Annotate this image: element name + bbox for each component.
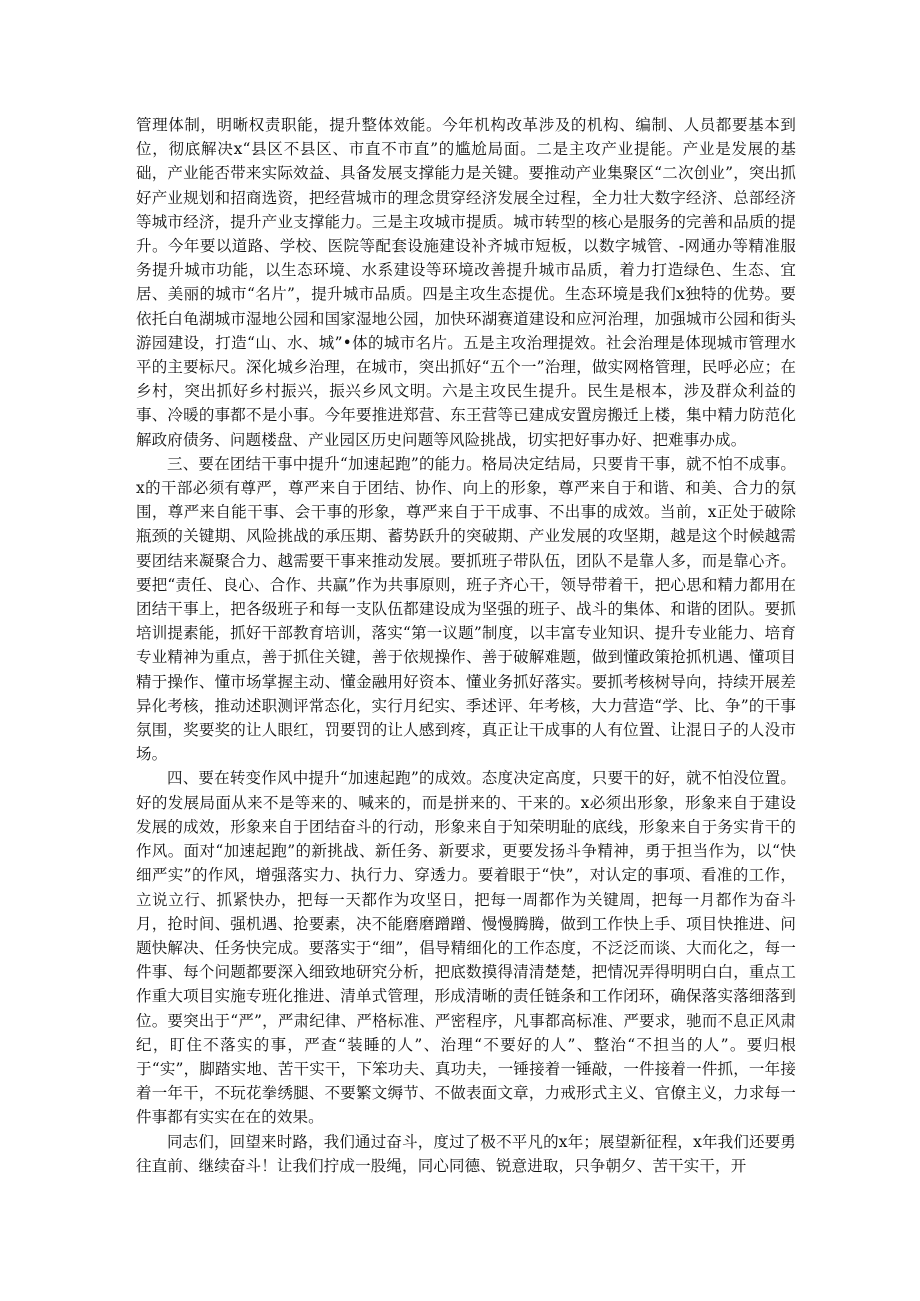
paragraph-section-four: 四、要在转变作风中提升“加速起跑”的成效。态度决定高度，只要干的好，就不怕没位置。好的发展局面从来不是等来的、喊来的，而是拼来的、干来的。x必须出形象，形象来自于建设发展的成效，形象来自于团结奋斗的行动，形象来自于知荣明耻的底线，形象来自于务实肯干的作风。面对“加速起跑”的新挑战、新任务、新要求，更要发扬斗争精神，勇于担当作为，以“快细严实”的作风，增强落实力、执行力、穿透力。要着眼于“快”，对认定的事项、看准的工作，立说立行、抓紧快办，把每一天都作为攻坚日，把每一周都作为关键周，把每一月都作为奋斗月，抢时间、强机遇、抢要素，决不能磨磨蹭蹭、慢慢腾腾，做到工作快上手、项目快推进、问题快解决、任务快完成。要落实于“细”，倡导精细化的工作态度，不泛泛而谈、大而化之，每一件事、每个问题都要深入细致地研究分析，把底数摸得清清楚楚，把情况弄得明明白白，重点工作重大项目实施专班化推进、清单式管理，形成清晰的责任链条和工作闭环，确保落实落细落到位。要突出于“严”，严肃纪律、严格标准、严密程序，凡事都高标准、严要求，驰而不息正风肃纪，盯住不落实的事，严查“装睡的人”、治理“不要好的人”、整治“不担当的人”。要归根于“实”，脚踏实地、苦干实干，下笨功夫、真功夫，一锤接着一锤敲，一件接着一件抓，一年接着一年干，不玩花拳绣腿、不要繁文缛节、不做表面文章，力戒形式主义、官僚主义，力求每一件事都有实实在在的效果。 [136,769,796,1127]
document-body [136,113,796,1178]
paragraph-continuation: 管理体制，明晰权责职能，提升整体效能。今年机构改革涉及的机构、编制、人员都要基本到位，彻底解决x“县区不县区、市直不市直”的尴尬局面。二是主攻产业提能。产业是发展的基础，产业能否带来实际效益、具备发展支撑能力是关键。要推动产业集聚区“二次创业”，突出抓好产业规划和招商选资，把经营城市的理念贯穿经济发展全过程，全力壮大数字经济、总部经济等城市经济，提升产业支撑能力。三是主攻城市提质。城市转型的核心是服务的完善和品质的提升。今年要以道路、学校、医院等配套设施建设补齐城市短板，以数字城管、-网通办等精准服务提升城市功能，以生态环境、水系建设等环境改善提升城市品质，着力打造绿色、生态、宜居、美丽的城市“名片”，提升城市品质。四是主攻生态提优。生态环境是我们x独特的优势。要依托白龟湖城市湿地公园和国家湿地公园，加快环湖赛道建设和应河治理，加强城市公园和街头游园建设，打造“山、水、城”•体的城市名片。五是主攻治理提效。社会治理是体现城市管理水平的主要标尺。深化城乡治理，在城市，突出抓好“五个一”治理，做实网格管理，民呼必应；在乡村，突出抓好乡村振兴，振兴乡风文明。六是主攻民生提升。民生是根本，涉及群众利益的事、冷暖的事都不是小事。今年要推进郑营、东王营等已建成安置房搬迁上楼，集中精力防范化解政府债务、问题楼盘、产业园区历史问题等风险挑战，切实把好事办好、把难事办成。 [136,116,796,449]
paragraph-section-three: 三、要在团结干事中提升“加速起跑”的能力。格局决定结局，只要肯干事，就不怕不成事。x的干部必须有尊严，尊严来自于团结、协作、向上的形象，尊严来自于和谐、和美、合力的氛围，尊严来自能干事、会干事的形象，尊严来自于干成事、不出事的成效。当前，x正处于破除瓶颈的关键期、风险挑战的承压期、蓄势跃升的突破期、产业发展的攻坚期，越是这个时候越需要团结来凝聚合力、越需要干事来推动发展。要抓班子带队伍，团队不是靠人多，而是靠心齐。要把“责任、良心、合作、共赢”作为共事原则，班子齐心干，领导带着干，把心思和精力都用在团结干事上，把各级班子和每一支队伍都建设成为坚强的班子、战斗的集体、和谐的团队。要抓培训提素能，抓好干部教育培训，落实“第一议题”制度，以丰富专业知识、提升专业能力、培育专业精神为重点，善于抓住关键，善于依规操作、善于破解难题，做到懂政策抢抓机遇、懂项目精于操作、懂市场掌握主动、懂金融用好资本、懂业务抓好落实。要抓考核树导向，持续开展差异化考核，推动述职测评常态化，实行月纪实、季述评、年考核，大力营造“学、比、争”的干事氛围，奖要奖的让人眼红，罚要罚的让人感到疼，真正让干成事的人有位置、让混日子的人没市场。 [136,454,796,764]
paragraph-closing: 同志们，回望来时路，我们通过奋斗，度过了极不平凡的x年；展望新征程，x年我们还要勇往直前、继续奋斗！让我们拧成一股绳，同心同德、锐意进取，只争朝夕、苦干实干，开 [136,1132,796,1175]
